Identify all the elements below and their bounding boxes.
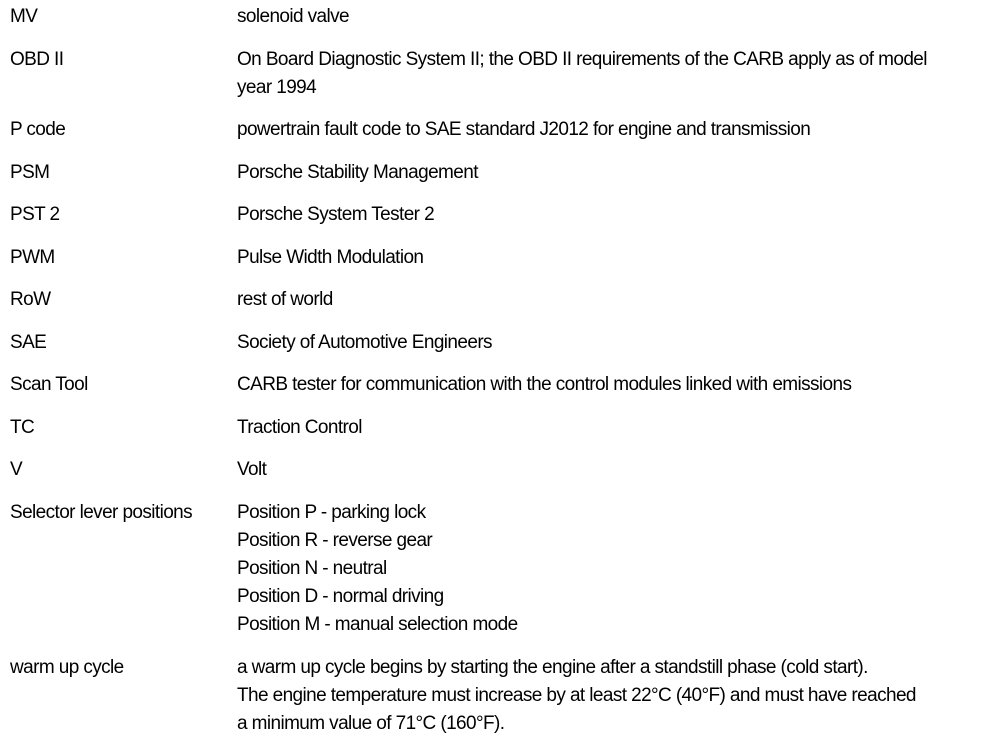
glossary-term: PSM: [10, 162, 50, 183]
glossary-definition: [237, 499, 995, 639]
glossary-definition: [237, 159, 995, 187]
definition-line: year 1994: [237, 77, 317, 98]
glossary-definition: [237, 654, 995, 738]
definition-line: Position D - normal driving: [237, 586, 444, 607]
definition-line: Porsche Stability Management: [237, 162, 478, 183]
glossary-term: SAE: [10, 332, 47, 353]
glossary-term: P code: [10, 119, 66, 140]
glossary-definition: [237, 201, 995, 229]
glossary-definition: [237, 244, 995, 272]
definition-line: Position N - neutral: [237, 558, 387, 579]
glossary-term: MV: [10, 6, 38, 27]
definition-line: On Board Diagnostic System II; the OBD II requirements of the CARB apply as of model: [237, 49, 927, 70]
definition-line: CARB tester for communication with the control modules linked with emissions: [237, 374, 852, 395]
glossary-term: PST 2: [10, 204, 60, 225]
glossary-term: PWM: [10, 247, 55, 268]
glossary-definition: [237, 286, 995, 314]
glossary-term: Scan Tool: [10, 374, 88, 395]
definition-line: powertrain fault code to SAE standard J2012 for engine and transmission: [237, 119, 811, 140]
definition-line: Position M - manual selection mode: [237, 614, 518, 635]
definition-line: a warm up cycle begins by starting the engine after a standstill phase (cold start).: [237, 657, 868, 678]
definition-line: Porsche System Tester 2: [237, 204, 435, 225]
definition-line: Position R - reverse gear: [237, 530, 433, 551]
definition-line: rest of world: [237, 289, 333, 310]
glossary-term: RoW: [10, 289, 51, 310]
definition-line: Volt: [237, 459, 267, 480]
glossary-definition: [237, 116, 995, 144]
glossary-term: Selector lever positions: [10, 502, 193, 523]
definition-line: Position P - parking lock: [237, 502, 426, 523]
definition-line: Traction Control: [237, 417, 362, 438]
definition-line: a minimum value of 71°C (160°F).: [237, 713, 505, 734]
glossary-definition: [237, 456, 995, 484]
definition-line: Society of Automotive Engineers: [237, 332, 492, 353]
glossary-term: TC: [10, 417, 35, 438]
glossary-definition: [237, 3, 995, 31]
glossary-definition: [237, 371, 995, 399]
definition-line: The engine temperature must increase by at least 22°C (40°F) and must have reached: [237, 685, 916, 706]
glossary-definition: [237, 46, 995, 102]
glossary-term: warm up cycle: [10, 657, 124, 678]
glossary-definition: [237, 329, 995, 357]
glossary-definition: [237, 414, 995, 442]
definition-line: solenoid valve: [237, 6, 350, 27]
glossary-term: V: [10, 459, 23, 480]
definition-line: Pulse Width Modulation: [237, 247, 424, 268]
glossary-term: OBD II: [10, 49, 64, 70]
